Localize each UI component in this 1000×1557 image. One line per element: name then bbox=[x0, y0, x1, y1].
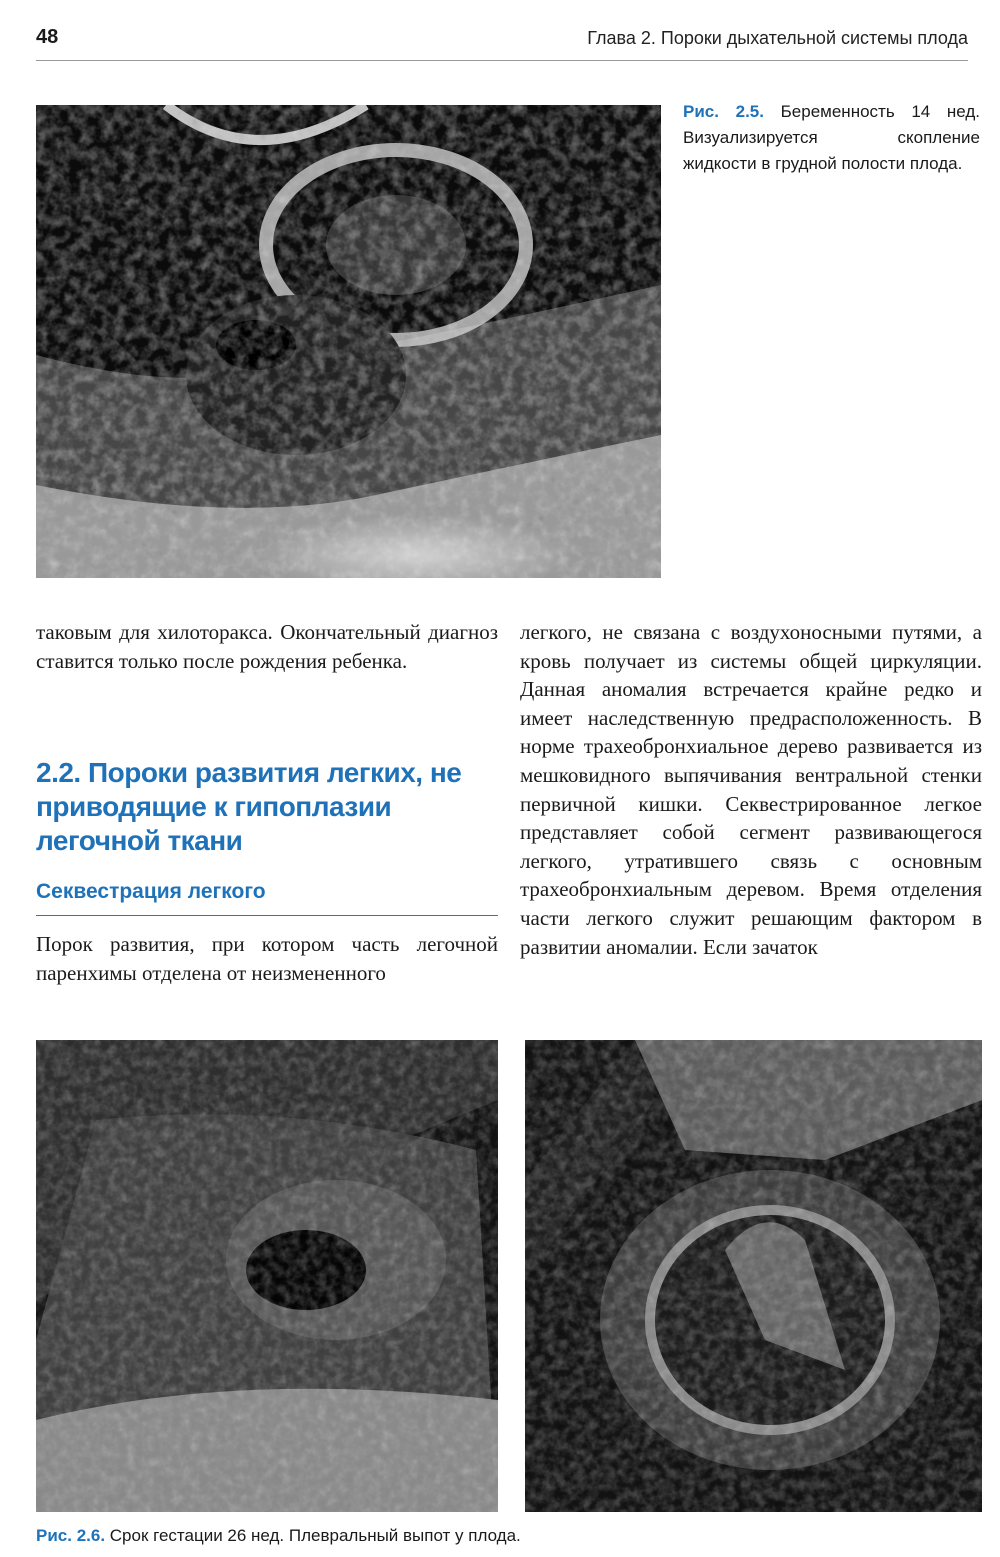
header-divider bbox=[36, 60, 968, 61]
paragraph-left-2: Порок развития, при котором часть легочной паренхимы отделена от неизмененного bbox=[36, 932, 498, 985]
figure-2-6-caption bbox=[36, 1526, 521, 1546]
figure-2-6-label: Рис. 2.6. bbox=[36, 1526, 106, 1545]
paragraph-left-1: таковым для хилоторакса. Окончательный диагноз ставится только после рождения ребенка. bbox=[36, 620, 498, 673]
paragraph-right: легкого, не связана с воздухоносными путями, а кровь получает из системы общей циркуляции. Данная аномалия встречается крайне редко и имеет наследственную предрасположенность. В норме трахеобронхиальное дерево развивается из мешковидного выпячивания вентральной стенки первичной кишки. Секвестрированное легкое представляет собой сегмент развивающегося легкого, утратившего связь с основным трахеобронхиальным деревом. Время отделения части легкого служит решающим фактором в развитии аномалии. Если зачаток bbox=[520, 620, 982, 959]
ultrasound-image-fig-2-6-left bbox=[36, 1040, 498, 1512]
ultrasound-image-fig-2-5 bbox=[36, 105, 661, 578]
figure-2-6-caption-text: Срок гестации 26 нед. Плевральный выпот у плода. bbox=[109, 1526, 521, 1545]
figure-2-5-caption-text: Беременность 14 нед. Визуализируется скопление жидкости в грудной полости плода. bbox=[683, 102, 980, 173]
figure-2-5-caption bbox=[683, 99, 980, 177]
subsection-heading: Секвестрация легкого bbox=[36, 880, 266, 903]
page-number: 48 bbox=[36, 26, 59, 48]
section-heading: 2.2. Пороки развития легких, не приводящие к гипоплазии легочной ткани bbox=[36, 757, 462, 856]
subsection-divider bbox=[36, 915, 498, 916]
ultrasound-image-fig-2-6-right bbox=[525, 1040, 982, 1512]
running-title: Глава 2. Пороки дыхательной системы плода bbox=[587, 28, 968, 48]
figure-2-5-label: Рис. 2.5. bbox=[683, 102, 764, 121]
